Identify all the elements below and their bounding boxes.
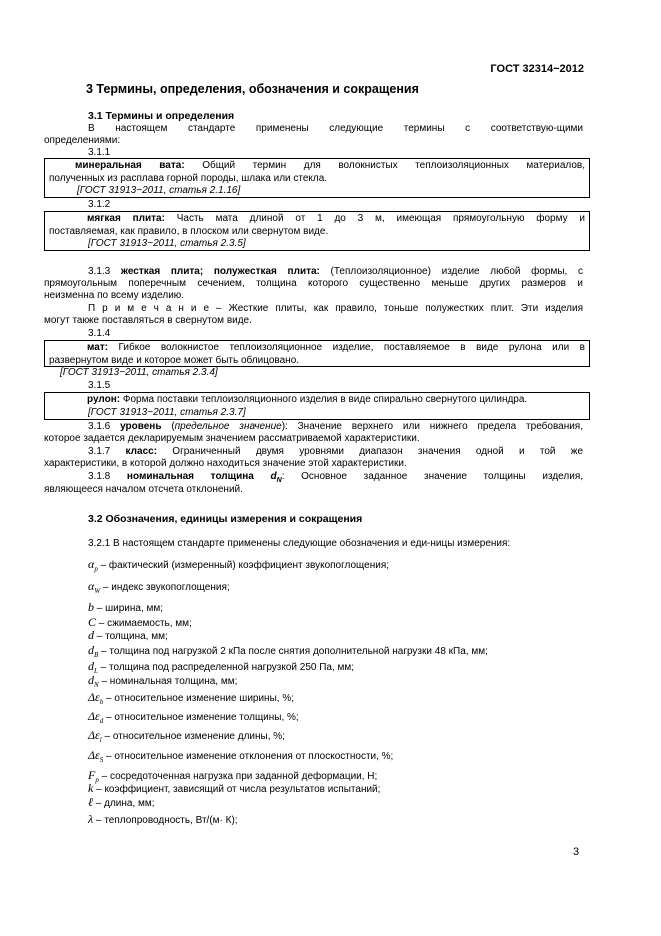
symbol-definition bbox=[88, 812, 238, 828]
symbol-description: – относительное изменение длины, %; bbox=[101, 731, 285, 742]
section-title: 3 Термины, определения, обозначения и сокращения bbox=[86, 82, 419, 96]
intro-line-1: В настоящем стандарте применены следующие термины с соответствую-щими bbox=[88, 123, 583, 134]
symbol-description: – номинальная толщина, мм; bbox=[98, 676, 238, 687]
symbol: Δε bbox=[88, 728, 100, 742]
term-symbol-subscript: N bbox=[276, 477, 282, 484]
symbol: α bbox=[88, 579, 95, 593]
intro-line-2: определениями: bbox=[44, 135, 121, 146]
symbol: d bbox=[88, 628, 94, 642]
symbol-description: – ширина, мм; bbox=[94, 603, 164, 614]
symbol-subscript: W bbox=[94, 587, 101, 595]
symbol-description: – теплопроводность, Вт/(м· К); bbox=[93, 815, 238, 826]
term-name: рулон: bbox=[87, 394, 121, 405]
term-definition: Часть мата длиной от 1 до 3 м, имеющая прямоугольную форму и bbox=[164, 213, 585, 224]
term-definition-line-2: полученных из расплава горной породы, шлака или стекла. bbox=[49, 172, 328, 184]
symbol-definition bbox=[88, 709, 299, 725]
term-definition: Общий термин для волокнистых теплоизоляционных материалов, bbox=[184, 160, 585, 171]
term-definition-line-3: неизменна по всему изделию. bbox=[44, 290, 185, 301]
symbol: Δε bbox=[88, 748, 100, 762]
term-number: 3.1.3 bbox=[88, 266, 111, 277]
term-reference: [ГОСТ 31913−2011, статья 2.3.7] bbox=[88, 406, 246, 418]
term-definition-line bbox=[49, 213, 585, 226]
note-line bbox=[88, 303, 583, 316]
symbol: b bbox=[88, 600, 94, 614]
term-definition-line-2: прямоугольным поперечным сечением, толщина которого существенно меньше других размеров и bbox=[44, 278, 583, 289]
term-name: номинальная толщина bbox=[126, 471, 254, 482]
term-number: 3.1.1 bbox=[88, 147, 111, 158]
term-number: 3.1.7 bbox=[88, 446, 111, 457]
symbol-subscript: L bbox=[94, 667, 98, 675]
symbol-description: – коэффициент, зависящий от числа результатов испытаний; bbox=[93, 784, 381, 795]
term-box-roll bbox=[44, 392, 590, 420]
term-definition-line bbox=[88, 446, 583, 459]
note-line-2: могут также поставляться в свернутом виде. bbox=[44, 315, 252, 326]
term-number: 3.1.2 bbox=[88, 199, 111, 210]
term-definition-line bbox=[49, 394, 585, 407]
symbol-definition bbox=[88, 643, 488, 659]
note-text: – Жесткие плиты, как правило, тоньше полужестких плит. Эти изделия bbox=[209, 303, 583, 314]
symbol-definition bbox=[88, 600, 163, 616]
symbol-description: – толщина, мм; bbox=[94, 631, 168, 642]
symbol-description: – фактический (измеренный) коэффициент звукопоглощения; bbox=[97, 560, 390, 571]
term-box-soft-slab bbox=[44, 211, 590, 251]
symbol-description: – относительное изменение отклонения от плоскостности, %; bbox=[103, 751, 394, 762]
symbol-subscript: N bbox=[94, 681, 99, 689]
term-definition-line: 3.1.6 уровень (предельное значение): Значение верхнего или нижнего предела требования, bbox=[88, 421, 584, 432]
symbol: k bbox=[88, 781, 94, 795]
term-reference: [ГОСТ 31913−2011, статья 2.3.5] bbox=[88, 238, 246, 249]
symbol: C bbox=[88, 615, 97, 629]
symbol: α bbox=[88, 557, 95, 571]
document-code: ГОСТ 32314−2012 bbox=[490, 63, 584, 75]
symbol: d bbox=[88, 659, 94, 673]
symbol-subscript: b bbox=[99, 698, 104, 706]
term-definition: Ограниченный двумя уровнями диапазон значения одной и той же bbox=[157, 446, 584, 457]
symbol-definition bbox=[88, 628, 168, 644]
term-name: класс: bbox=[125, 446, 158, 457]
symbol-description: – относительное изменение ширины, %; bbox=[103, 693, 294, 704]
symbol: Δε bbox=[88, 690, 100, 704]
term-name: жесткая плита; полужесткая плита: bbox=[120, 266, 320, 277]
symbol-description: – сжимаемость, мм; bbox=[96, 618, 192, 629]
term-definition: Форма поставки теплоизоляционного изделия в виде спирально свернутого цилиндра. bbox=[120, 394, 528, 405]
term-reference: [ГОСТ 31913−2011, статья 2.1.16] bbox=[77, 185, 241, 196]
symbol: d bbox=[88, 673, 94, 687]
term-definition-line-2: которое задается декларируемым значением рассматриваемой характеристики. bbox=[44, 433, 420, 444]
term-name: мягкая плита: bbox=[87, 213, 165, 224]
symbol-description: – относительное изменение толщины, %; bbox=[103, 712, 299, 723]
page-number: 3 bbox=[573, 846, 580, 858]
term-definition-line bbox=[49, 342, 585, 355]
symbol: d bbox=[88, 643, 94, 657]
term-number: 3.1.8 bbox=[88, 471, 111, 482]
symbol-description: – толщина под нагрузкой 2 кПа после снятия дополнительной нагрузки 48 кПа, мм; bbox=[98, 646, 488, 657]
term-definition: Гибкое волокнистое теплоизоляционное изделие, поставляемое в виде рулона или в bbox=[108, 342, 585, 353]
term-number: 3.1.4 bbox=[88, 328, 111, 339]
term-definition-line bbox=[49, 160, 585, 173]
term-number: 3.1.6 bbox=[88, 421, 111, 432]
symbol-definition bbox=[88, 748, 393, 764]
term-symbol: d bbox=[270, 471, 277, 482]
note-label: П р и м е ч а н и е bbox=[88, 303, 210, 314]
symbol-description: – длина, мм; bbox=[93, 798, 155, 809]
symbol-subscript: p bbox=[95, 776, 99, 784]
symbol-subscript: l bbox=[99, 736, 102, 744]
symbol-definition bbox=[88, 557, 389, 573]
subsection-title-3-2: 3.2 Обозначения, единицы измерения и сокращения bbox=[88, 513, 363, 525]
term-name: минеральная вата: bbox=[75, 160, 185, 171]
term-definition: ): Значение верхнего или нижнего предела требования, bbox=[281, 421, 584, 432]
term-definition-line-2: поставляемая, как правило, в плоском или свернутом виде. bbox=[49, 225, 329, 237]
symbol: F bbox=[88, 768, 96, 782]
term-definition-line-2: развернутом виде и которое может быть облицовано. bbox=[49, 354, 300, 366]
symbol-definition bbox=[88, 673, 237, 689]
term-alternative: предельное значение bbox=[174, 421, 282, 432]
symbol: ℓ bbox=[88, 795, 93, 809]
symbol-subscript: d bbox=[99, 717, 104, 725]
symbol-definition bbox=[88, 795, 155, 811]
term-definition-line-2: являющееся началом отсчета отклонений. bbox=[44, 484, 243, 495]
term-definition-line bbox=[88, 266, 583, 279]
symbol-subscript: p bbox=[94, 565, 98, 573]
term-definition-line-2: характеристики, в которой должно находиться значение этой характеристики. bbox=[44, 458, 407, 469]
symbol-description: – индекс звукопоглощения; bbox=[100, 582, 230, 593]
term-box-mineral-wool bbox=[44, 158, 590, 198]
symbol-definition bbox=[88, 728, 285, 744]
symbol-description: – сосредоточенная нагрузка при заданной деформации, Н; bbox=[98, 771, 378, 782]
symbols-intro: 3.2.1 В настоящем стандарте применены следующие обозначения и еди-ницы измерения: bbox=[88, 538, 511, 549]
term-name: уровень bbox=[120, 421, 162, 432]
term-definition: : Основное заданное значение толщины изделия, bbox=[281, 471, 584, 482]
symbol-subscript: S bbox=[99, 756, 104, 764]
symbol-definition bbox=[88, 690, 294, 706]
symbol-description: – толщина под распределенной нагрузкой 250 Па, мм; bbox=[97, 662, 355, 673]
symbol: Δε bbox=[88, 709, 100, 723]
term-definition: (Теплоизоляционное) изделие любой формы, с bbox=[319, 266, 584, 277]
symbol-subscript: B bbox=[94, 651, 99, 659]
term-name: мат: bbox=[87, 342, 109, 353]
term-number: 3.1.5 bbox=[88, 380, 111, 391]
subsection-title-3-1: 3.1 Термины и определения bbox=[88, 110, 235, 122]
symbol: λ bbox=[88, 812, 94, 826]
term-box-mat bbox=[44, 340, 590, 367]
symbol-definition bbox=[88, 579, 230, 595]
term-reference: [ГОСТ 31913−2011, статья 2.3.4] bbox=[60, 367, 218, 378]
